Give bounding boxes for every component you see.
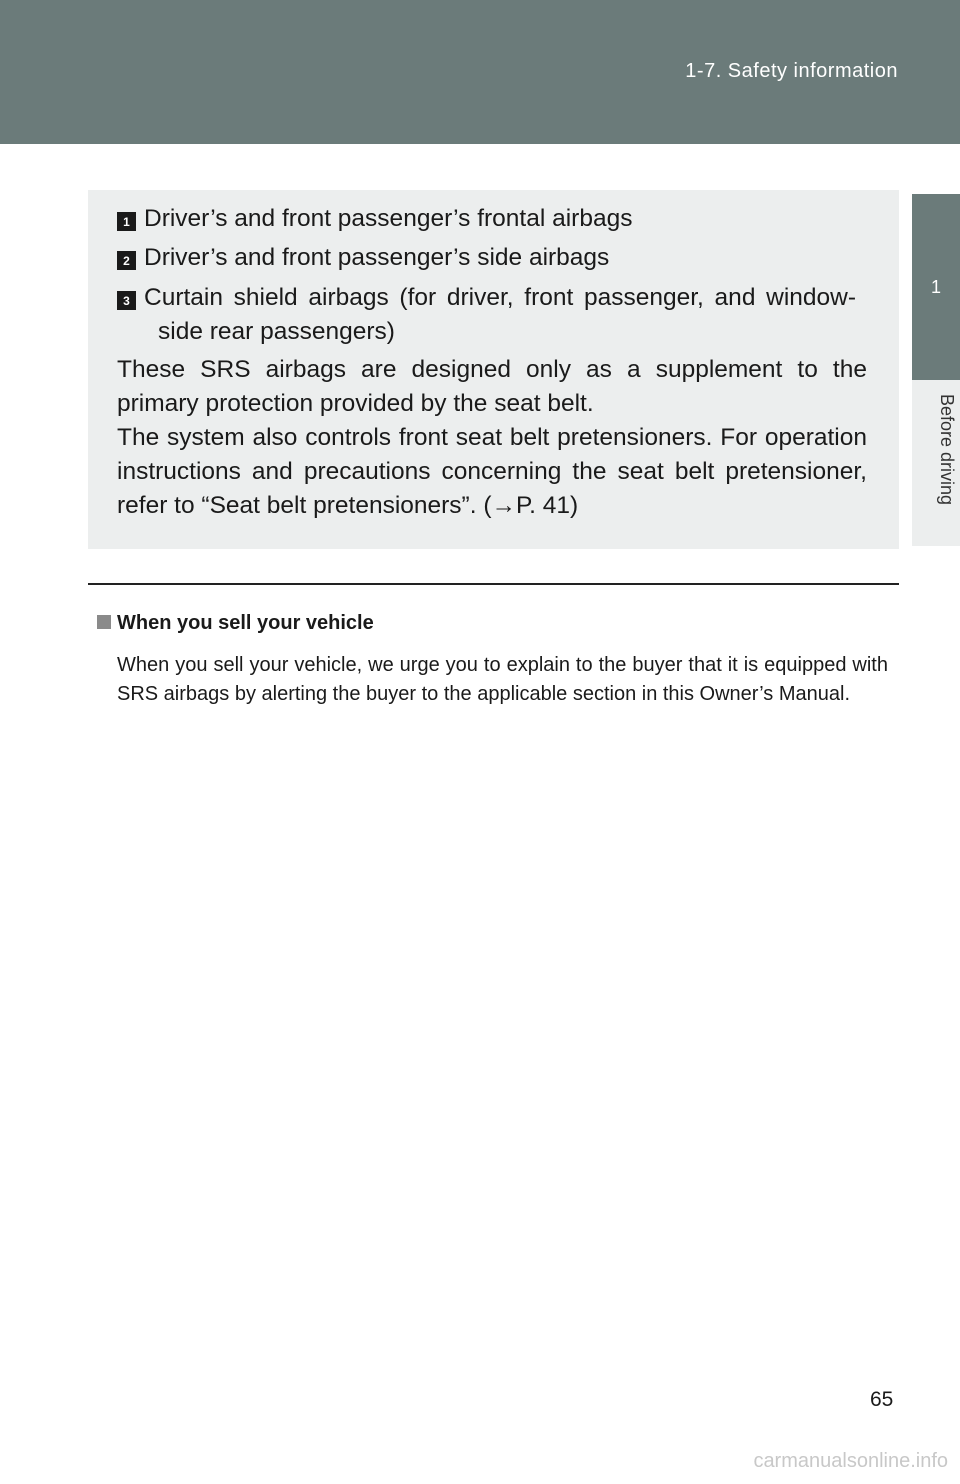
page-reference-link[interactable]: P. 41) [515, 492, 579, 519]
square-bullet-icon [97, 615, 111, 629]
airbag-item-2-text: Driver’s and front passenger’s side airbags [144, 244, 610, 271]
airbag-item-1-text: Driver’s and front passenger’s frontal airbags [144, 205, 633, 232]
page-number: 65 [870, 1388, 894, 1411]
chapter-tab-label [912, 380, 960, 546]
airbag-item-3-text: Curtain shield airbags (for driver, front passenger, and window- [144, 284, 856, 311]
pretensioner-paragraph [117, 421, 867, 523]
watermark: carmanualsonline.info [753, 1450, 948, 1472]
pretensioner-text: The system also controls front seat belt pretensioners. For operation instructions and precautions concerning the seat belt pretensioner, refer to “Seat belt pretensioners”. ( [117, 424, 867, 519]
arrow-right-icon: → [491, 492, 516, 519]
page-header [0, 0, 960, 144]
sell-section-heading [97, 612, 374, 635]
supplement-paragraph: These SRS airbags are designed only as a supplement to the primary protection provided by the seat belt. [117, 356, 867, 417]
number-3-icon: 3 [117, 291, 136, 310]
sell-heading-text: When you sell your vehicle [117, 612, 374, 634]
section-title: 1-7. Safety information [685, 60, 898, 82]
number-1-icon: 1 [117, 212, 136, 231]
section-divider [88, 583, 899, 585]
sell-section-body: When you sell your vehicle, we urge you to explain to the buyer that it is equipped with SRS airbags by alerting the buyer to the applicable section in this Owner’s Manual. [117, 654, 888, 705]
chapter-label-text: Before driving [937, 394, 957, 506]
number-2-icon: 2 [117, 251, 136, 270]
chapter-tab-number: 1 [912, 194, 960, 380]
airbag-item-3-text-cont: side rear passengers) [158, 318, 395, 345]
